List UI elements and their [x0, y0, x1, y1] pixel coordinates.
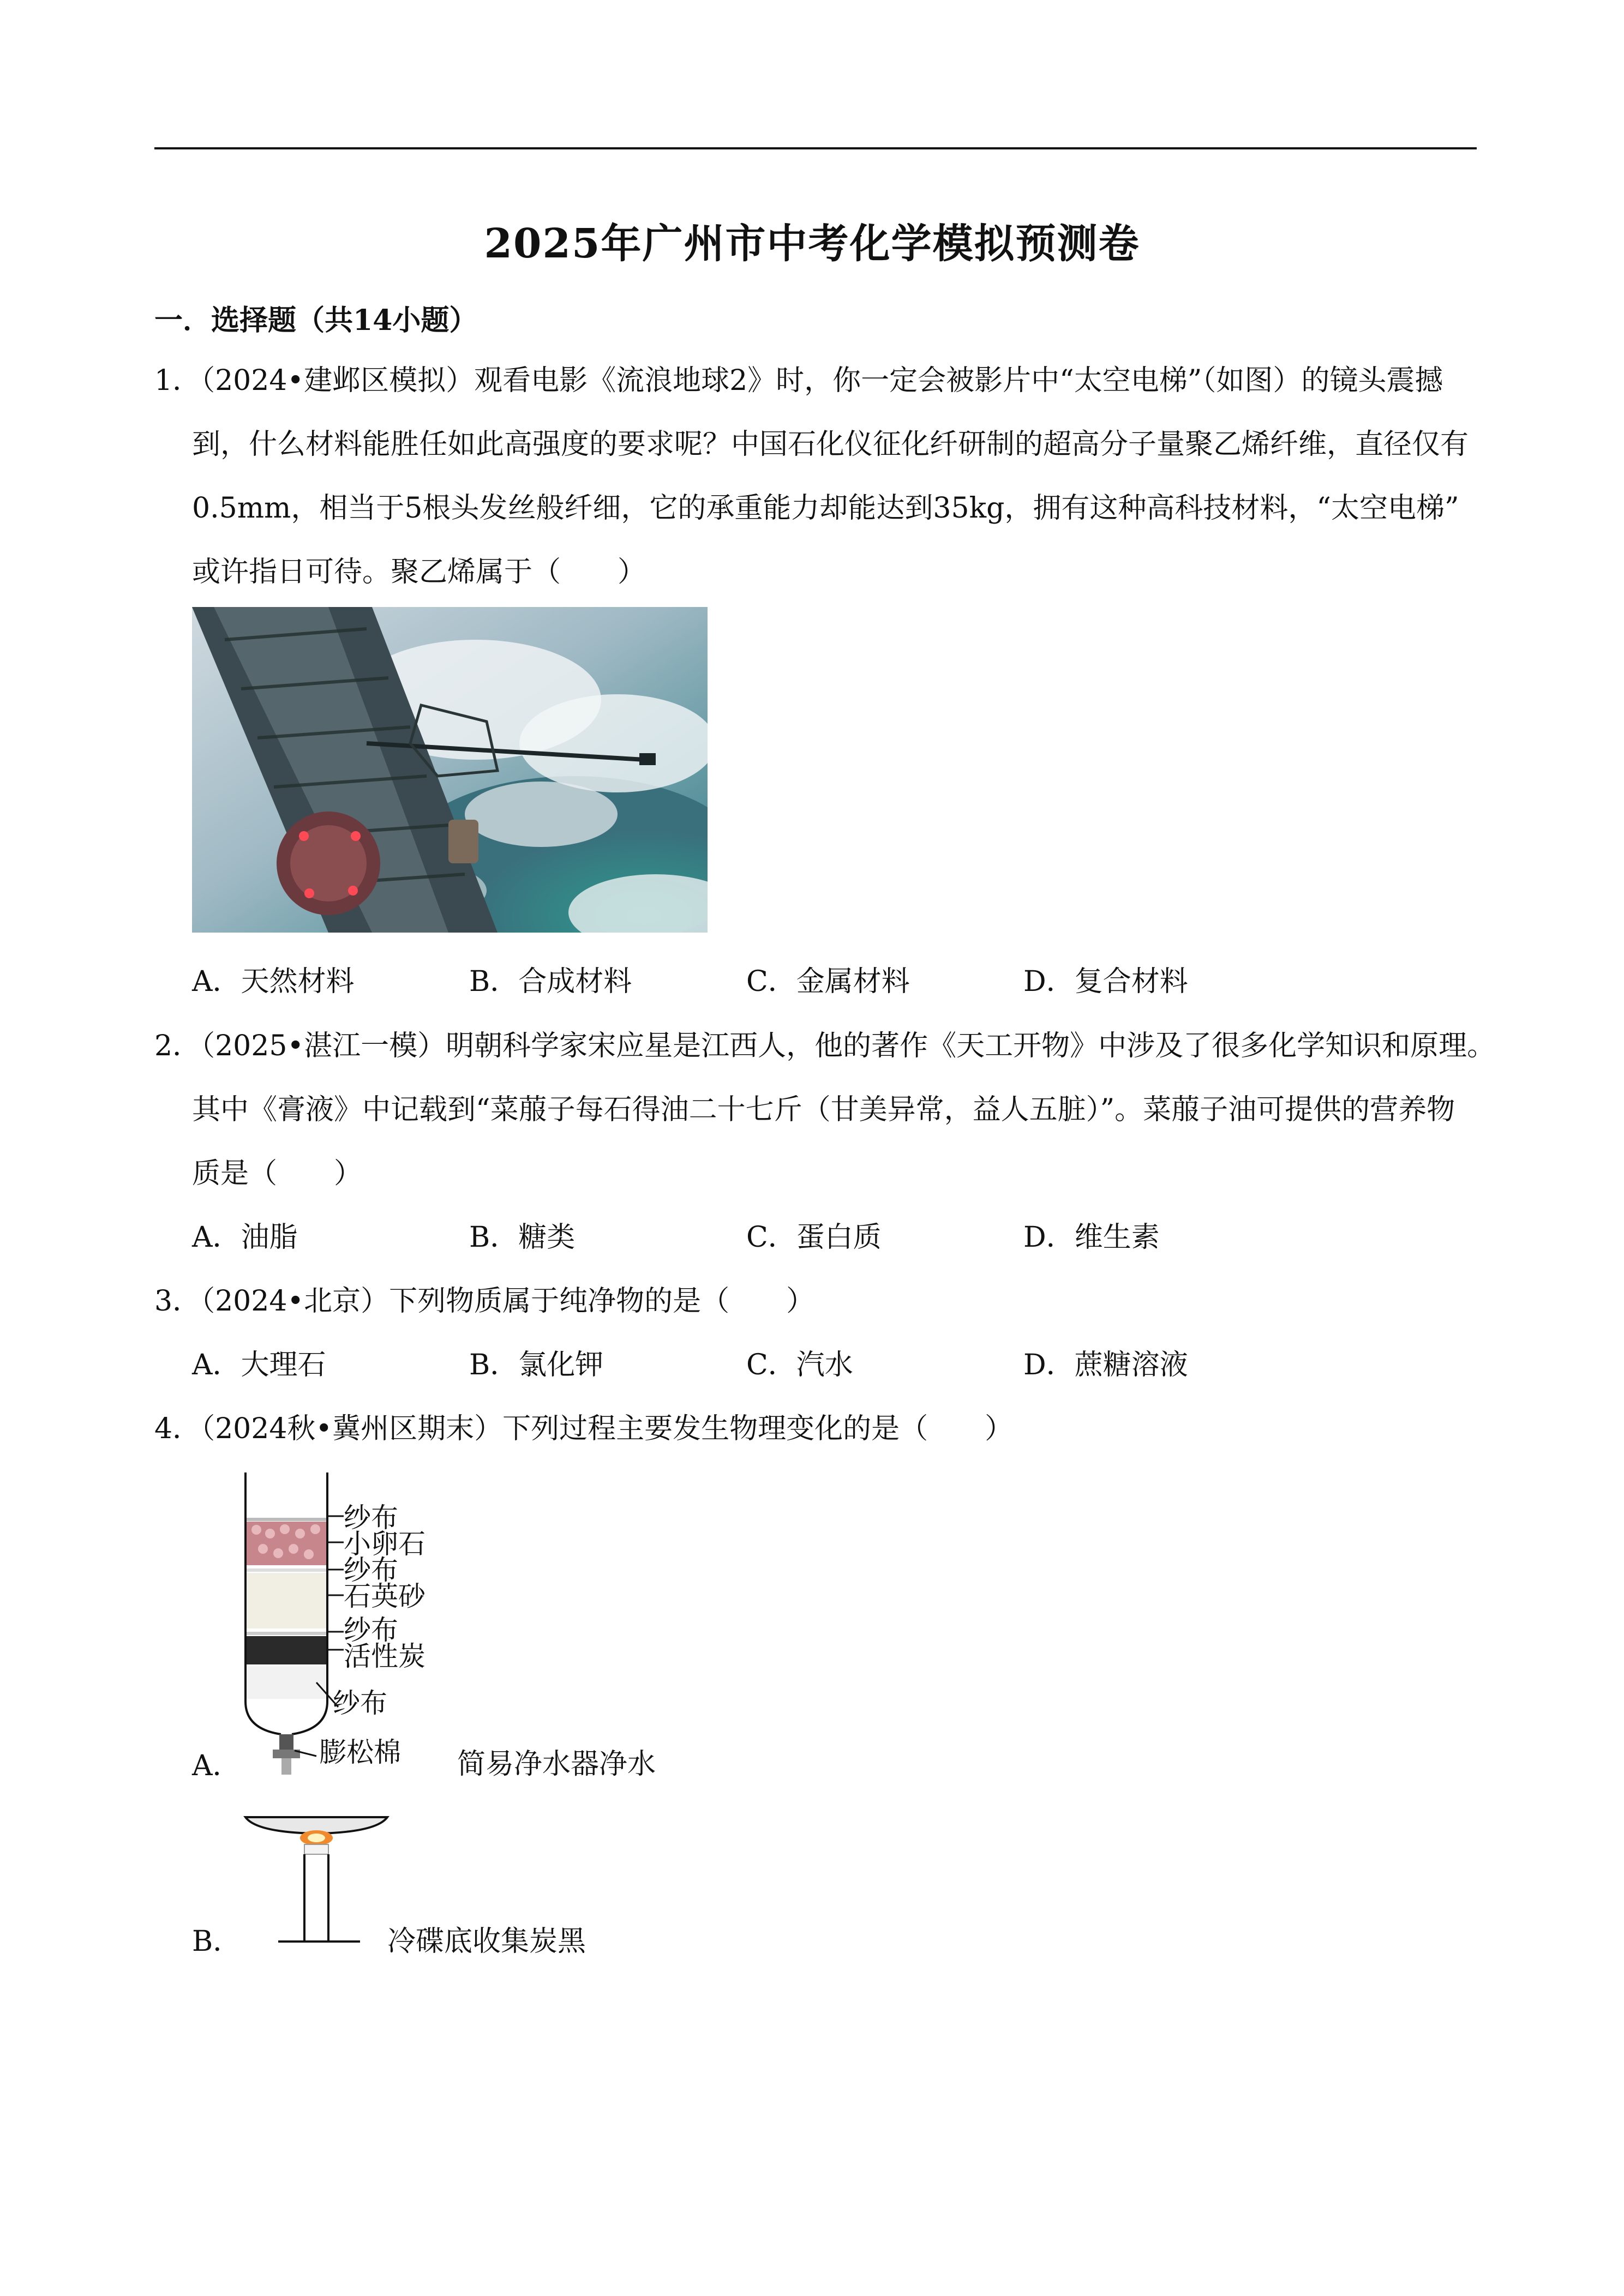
space-elevator-photo: [192, 607, 708, 933]
q2-option-d[interactable]: D．维生素: [1023, 1221, 1160, 1254]
q1-option-c[interactable]: C．金属材料: [746, 965, 910, 998]
q2-options: [192, 1214, 1301, 1255]
filter-label-gauze-2: 纱布: [344, 1554, 398, 1586]
filter-label-gauze-3: 纱布: [344, 1614, 398, 1646]
filter-label-cotton: 膨松棉: [319, 1736, 401, 1768]
q4-option-b-letter[interactable]: B．: [192, 1925, 242, 1958]
q4-option-a-text[interactable]: 简易净水器净水: [457, 1748, 656, 1781]
q1-line-4: 或许指日可待。聚乙烯属于（ ）: [192, 556, 646, 588]
q2-line-3: 质是（ ）: [192, 1157, 363, 1190]
q3-option-d[interactable]: D．蔗糖溶液: [1023, 1349, 1188, 1381]
q2-line-2: 其中《膏液》中记载到“菜菔子每石得油二十七斤（甘美异常，益人五脏）”。菜菔子油可提供的营养物: [192, 1093, 1455, 1126]
q4-line-1: 4．（2024秋•冀州区期末）下列过程主要发生物理变化的是（ ）: [154, 1413, 1014, 1445]
water-filter-diagram: [235, 1472, 464, 1778]
q1-line-1: 1．（2024•建邺区模拟）观看电影《流浪地球2》时，你一定会被影片中“太空电梯”（如图）的镜头震撼: [154, 364, 1443, 397]
q2-option-c[interactable]: C．蛋白质: [746, 1221, 882, 1254]
section-heading: 一．选择题（共14小题）: [154, 304, 478, 337]
header-rule: [154, 147, 1477, 149]
q1-option-b[interactable]: B．合成材料: [469, 965, 632, 998]
q3-option-b[interactable]: B．氯化钾: [469, 1349, 604, 1381]
q1-line-3: 0.5mm，相当于5根头发丝般纤细，它的承重能力却能达到35kg，拥有这种高科技材料，“太空电梯”: [192, 492, 1459, 525]
q1-option-d[interactable]: D．复合材料: [1023, 965, 1188, 998]
filter-label-gauze-4: 纱布: [333, 1687, 387, 1719]
q4-option-b-text[interactable]: 冷碟底收集炭黑: [387, 1925, 586, 1958]
q3-option-a[interactable]: A．大理石: [192, 1349, 326, 1381]
q1-line-2: 到，什么材料能胜任如此高强度的要求呢？中国石化仪征化纤研制的超高分子量聚乙烯纤维，直径仅有: [192, 428, 1469, 461]
filter-label-activated-carbon: 活性炭: [344, 1640, 426, 1672]
q4-option-a-letter[interactable]: A．: [192, 1750, 241, 1782]
filter-label-pebbles: 小卵石: [344, 1528, 426, 1560]
q3-options: [192, 1342, 1301, 1383]
q2-line-1: 2．（2025•湛江一模）明朝科学家宋应星是江西人，他的著作《天工开物》中涉及了很多化学知识和原理。: [154, 1030, 1496, 1062]
q3-line-1: 3．（2024•北京）下列物质属于纯净物的是（ ）: [154, 1285, 815, 1318]
q1-option-a[interactable]: A．天然材料: [192, 965, 355, 998]
filter-label-quartz-sand: 石英砂: [344, 1580, 426, 1612]
page-title: 2025年广州市中考化学模拟预测卷: [484, 220, 1140, 267]
cold-plate-candle-diagram: [240, 1811, 393, 1947]
q3-option-c[interactable]: C．汽水: [746, 1349, 853, 1381]
q1-options: [192, 958, 1301, 999]
q2-option-a[interactable]: A．油脂: [192, 1221, 298, 1254]
q2-option-b[interactable]: B．糖类: [469, 1221, 576, 1254]
filter-label-gauze-1: 纱布: [344, 1502, 398, 1534]
